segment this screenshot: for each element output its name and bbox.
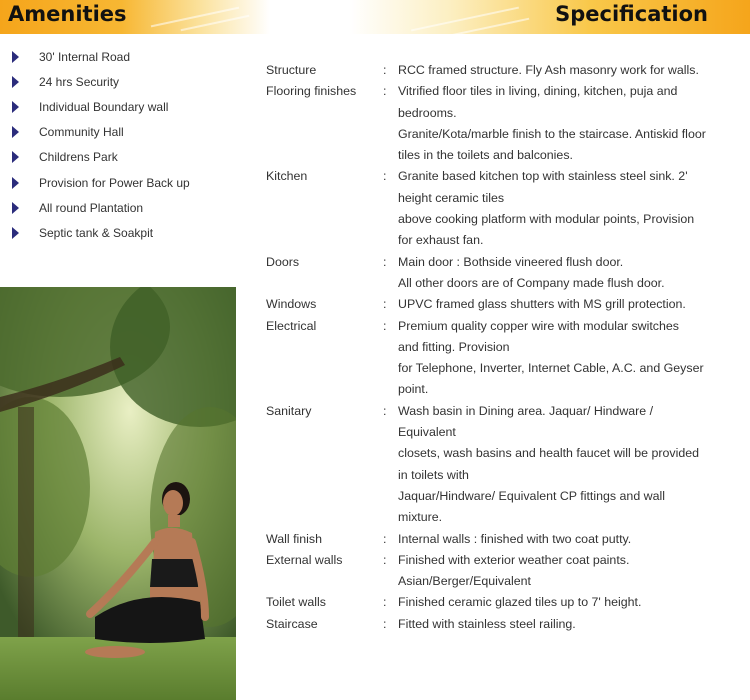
spec-label: Sanitary — [266, 403, 312, 418]
amenity-item — [12, 195, 252, 220]
spec-row — [266, 401, 742, 529]
amenity-label: Childrens Park — [39, 150, 118, 165]
spec-value — [398, 166, 742, 251]
amenities-header — [0, 0, 270, 34]
amenities-list — [12, 44, 252, 246]
specification-header — [350, 0, 750, 34]
spec-label: Doors — [266, 254, 300, 269]
triangle-bullet-icon — [12, 227, 19, 239]
spec-value — [398, 294, 742, 315]
spec-label: Electrical — [266, 318, 317, 333]
triangle-bullet-icon — [12, 76, 19, 88]
spec-separator: : — [383, 84, 387, 99]
spec-value-line: point. — [398, 382, 429, 397]
triangle-bullet-icon — [12, 51, 19, 63]
amenities-title: Amenities — [8, 2, 127, 26]
spec-separator: : — [383, 595, 387, 610]
spec-separator: : — [383, 403, 387, 418]
amenity-item — [12, 145, 252, 170]
spec-value — [398, 81, 742, 166]
spec-value-line: in toilets with — [398, 467, 469, 482]
spec-row — [266, 316, 742, 401]
amenity-item — [12, 120, 252, 145]
decorative-streak — [151, 7, 239, 28]
amenity-label: 24 hrs Security — [39, 74, 120, 89]
spec-value — [398, 252, 742, 295]
spec-value-line: Finished ceramic glazed tiles up to 7' height. — [398, 595, 642, 610]
spec-value-line: bedrooms. — [398, 105, 457, 120]
spec-value-line: RCC framed structure. Fly Ash masonry work for walls. — [398, 63, 699, 77]
spec-label: External walls — [266, 552, 343, 567]
spec-value-line: and fitting. Provision — [398, 339, 510, 354]
spec-value — [398, 316, 742, 401]
spec-row — [266, 60, 742, 81]
spec-value — [398, 614, 742, 635]
specification-title: Specification — [555, 2, 708, 26]
amenity-label: Septic tank & Soakpit — [39, 225, 154, 240]
spec-row — [266, 550, 742, 593]
spec-row — [266, 252, 742, 295]
amenity-item — [12, 94, 252, 119]
spec-row — [266, 166, 742, 251]
spec-value — [398, 592, 742, 613]
spec-label: Structure — [266, 63, 317, 77]
spec-value-line: Premium quality copper wire with modular switches — [398, 318, 679, 333]
amenity-item — [12, 69, 252, 94]
spec-separator: : — [383, 297, 387, 312]
spec-separator: : — [383, 616, 387, 631]
spec-value — [398, 550, 742, 593]
spec-label: Toilet walls — [266, 595, 326, 610]
spec-separator: : — [383, 531, 387, 546]
spec-value-line: height ceramic tiles — [398, 190, 505, 205]
amenity-item — [12, 170, 252, 195]
triangle-bullet-icon — [12, 151, 19, 163]
triangle-bullet-icon — [12, 126, 19, 138]
spec-separator: : — [383, 63, 387, 77]
amenity-label: All round Plantation — [39, 200, 144, 215]
spec-value-line: Granite/Kota/marble finish to the staircase. Antiskid floor — [398, 126, 706, 141]
spec-value-line: Main door : Bothside vineered flush door. — [398, 254, 624, 269]
spec-value-line: for exhaust fan. — [398, 233, 484, 248]
spec-value — [398, 60, 742, 81]
spec-value-line: All other doors are of Company made flush door. — [398, 275, 665, 290]
specification-table — [266, 60, 742, 635]
triangle-bullet-icon — [12, 202, 19, 214]
spec-label: Windows — [266, 297, 317, 312]
spec-label: Staircase — [266, 616, 318, 631]
spec-row — [266, 81, 742, 166]
amenity-label: Individual Boundary wall — [39, 99, 169, 114]
spec-value-line: Fitted with stainless steel railing. — [398, 616, 576, 631]
spec-label: Wall finish — [266, 531, 322, 546]
spec-value-line: Jaquar/Hindware/ Equivalent CP fittings and wall — [398, 488, 666, 503]
spec-value-line: for Telephone, Inverter, Internet Cable, A.C. and Geyser — [398, 361, 704, 376]
spec-value-line: Asian/Berger/Equivalent — [398, 574, 531, 589]
spec-separator: : — [383, 552, 387, 567]
decorative-streak — [411, 7, 519, 32]
spec-value-line: tiles in the toilets and balconies. — [398, 148, 573, 163]
spec-value-line: Finished with exterior weather coat paints. — [398, 552, 630, 567]
spec-value-line: closets, wash basins and health faucet will be provided — [398, 446, 699, 461]
spec-value — [398, 529, 742, 550]
spec-row — [266, 614, 742, 635]
spec-value-line: mixture. — [398, 510, 443, 525]
spec-value-line: UPVC framed glass shutters with MS grill protection. — [398, 297, 686, 312]
spec-row — [266, 592, 742, 613]
spec-value-line: Granite based kitchen top with stainless steel sink. 2' — [398, 169, 688, 184]
spec-row — [266, 294, 742, 315]
amenity-label: Community Hall — [39, 125, 124, 140]
spec-separator: : — [383, 254, 387, 269]
spec-value-line: Equivalent — [398, 425, 456, 440]
amenity-label: Provision for Power Back up — [39, 175, 190, 190]
spec-separator: : — [383, 169, 387, 184]
amenity-item — [12, 44, 252, 69]
spec-label: Flooring finishes — [266, 84, 357, 99]
spec-value-line: Internal walls : finished with two coat putty. — [398, 531, 632, 546]
spec-value-line: Wash basin in Dining area. Jaquar/ Hindware / — [398, 403, 654, 418]
spec-separator: : — [383, 318, 387, 333]
spec-value-line: Vitrified floor tiles in living, dining, kitchen, puja and — [398, 84, 678, 99]
spec-row — [266, 529, 742, 550]
spec-value-line: above cooking platform with modular points, Provision — [398, 212, 695, 227]
spec-label: Kitchen — [266, 169, 308, 184]
amenity-label: 30' Internal Road — [39, 49, 131, 64]
triangle-bullet-icon — [12, 177, 19, 189]
amenity-item — [12, 220, 252, 245]
meditation-photo — [0, 287, 236, 700]
triangle-bullet-icon — [12, 101, 19, 113]
spec-value — [398, 401, 742, 529]
